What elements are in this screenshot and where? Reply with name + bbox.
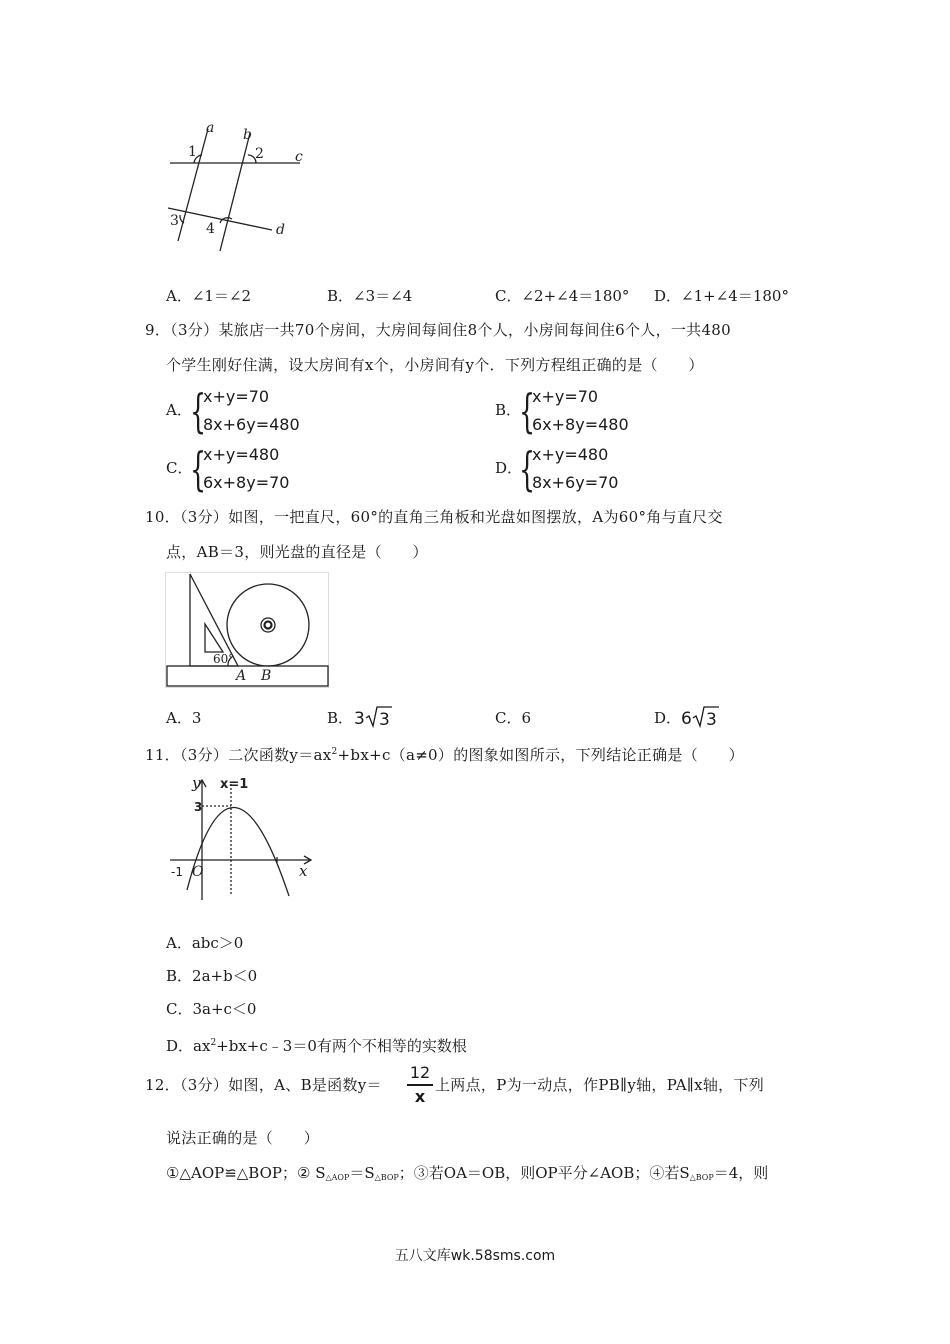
q12-stem-post: 上两点，P为一动点，作PB∥y轴，PA∥x轴，下列 xyxy=(435,1076,765,1094)
q9-option-c-eq2: 6x+8y=70 xyxy=(203,473,290,492)
three-label: 3 xyxy=(194,800,203,814)
q11-option-a: A．abc＞0 xyxy=(166,934,244,952)
label-a: a xyxy=(206,120,215,136)
q9-option-a-letter: A． xyxy=(166,401,192,419)
angle-label: 60° xyxy=(213,652,235,666)
q11-stem: 11．（3分）二次函数$y=ax^2+bx+c(a\ne 0)$的图象如图所示，下列结论正确是（ ） xyxy=(145,746,744,764)
triangle-inner xyxy=(205,624,223,652)
line-b xyxy=(220,133,250,251)
q11-figure xyxy=(165,772,315,902)
q10-option-b-radical xyxy=(354,704,394,730)
q12-fraction-denominator: x xyxy=(414,1086,426,1106)
q10-figure xyxy=(165,572,330,690)
q9-option-a-eq1: x+y=70 xyxy=(203,387,270,406)
svg-text:3: 3 xyxy=(354,709,365,729)
disc xyxy=(227,584,309,666)
q8-option-c: C．∠2+∠4＝180° xyxy=(495,287,630,305)
label-3: 3 xyxy=(170,213,179,229)
q10-option-a: A．3 xyxy=(166,709,202,727)
q9-stem-line2: 个学生刚好住满，设大房间有x个，小房间有y个．下列方程组正确的是（ ） xyxy=(166,356,704,374)
axis-label: x=1 xyxy=(220,777,249,792)
svg-text:3: 3 xyxy=(706,710,717,730)
q9-option-d-eq1: x+y=480 xyxy=(532,445,609,464)
q9-option-d-eq2: 8x+6y=70 xyxy=(532,473,619,492)
q11-option-b: B．2a+b＜0 xyxy=(166,967,258,985)
disc-hole-inner xyxy=(265,622,272,629)
x-label: x xyxy=(299,862,308,880)
q9-option-c-letter: C． xyxy=(166,459,193,477)
q9-option-d-brace: { xyxy=(519,442,536,496)
q9-option-d-letter: D． xyxy=(495,459,523,477)
label-c: c xyxy=(295,149,303,165)
q10-stem-line2: 点，AB＝3，则光盘的直径是（ ） xyxy=(166,543,428,561)
q12-fraction xyxy=(407,1064,433,1106)
q12-fraction-numerator: 12 xyxy=(409,1063,431,1082)
q10-option-c: C．6 xyxy=(495,709,532,727)
svg-text:3: 3 xyxy=(379,710,390,730)
q9-option-a-brace: { xyxy=(190,384,207,438)
y-label: y xyxy=(192,774,201,792)
q9-stem-line1: 9．（3分）某旅店一共70个房间，大房间每间住8个人，小房间每间住6个人，一共480 xyxy=(145,321,731,339)
q9-option-b-letter: B． xyxy=(495,401,522,419)
q10-stem-line1: 10．（3分）如图，一把直尺，60°的直角三角板和光盘如图摆放，A为60°角与直尺交 xyxy=(145,508,723,526)
q10-option-d: D． xyxy=(654,709,682,727)
neg1-label: -1 xyxy=(171,865,183,879)
ruler xyxy=(167,666,328,686)
q12-stem-line2: 说法正确的是（ ） xyxy=(166,1129,320,1147)
label-b: b xyxy=(243,127,252,143)
q8-option-d: D．∠1+∠4＝180° xyxy=(654,287,789,305)
q9-option-c-eq1: x+y=480 xyxy=(203,445,280,464)
q9-option-b-eq2: 6x+8y=480 xyxy=(532,415,629,434)
label-B: B xyxy=(261,668,272,684)
q10-option-d-radical xyxy=(681,704,721,730)
q11-option-c: C．3a+c＜0 xyxy=(166,1000,257,1018)
q12-stem-pre: 12．（3分）如图，A、B是函数y＝ xyxy=(145,1076,382,1094)
footer-watermark: 五八文库wk.58sms.com xyxy=(394,1248,556,1264)
svg-text:6: 6 xyxy=(681,709,692,729)
origin-label: O xyxy=(192,864,204,880)
q9-option-c-brace: { xyxy=(190,442,207,496)
label-A: A xyxy=(236,668,247,684)
q12-statements: ①△AOP≌△BOP；② $S_{\triangle AOP}=S_{\triangle BOP}$；③若OA＝OB，则OP平分∠AOB；④若$S_{\triangle BOP}=4$，则 xyxy=(166,1164,769,1182)
disc-hole-outer xyxy=(261,618,275,632)
q9-option-a-eq2: 8x+6y=480 xyxy=(203,415,300,434)
q9-option-b-eq1: x+y=70 xyxy=(532,387,599,406)
q11-option-d: D．$ax^2+bx+c﹣3=0$有两个不相等的实数根 xyxy=(166,1037,467,1055)
q8-option-b: B．∠3＝∠4 xyxy=(327,287,413,305)
label-2: 2 xyxy=(255,146,264,162)
q9-option-b-brace: { xyxy=(519,384,536,438)
q10-option-b: B． xyxy=(327,709,354,727)
q8-figure xyxy=(160,115,310,255)
label-1: 1 xyxy=(188,144,197,160)
label-d: d xyxy=(276,222,285,238)
q8-option-a: A．∠1＝∠2 xyxy=(166,287,252,305)
label-4: 4 xyxy=(206,221,215,237)
